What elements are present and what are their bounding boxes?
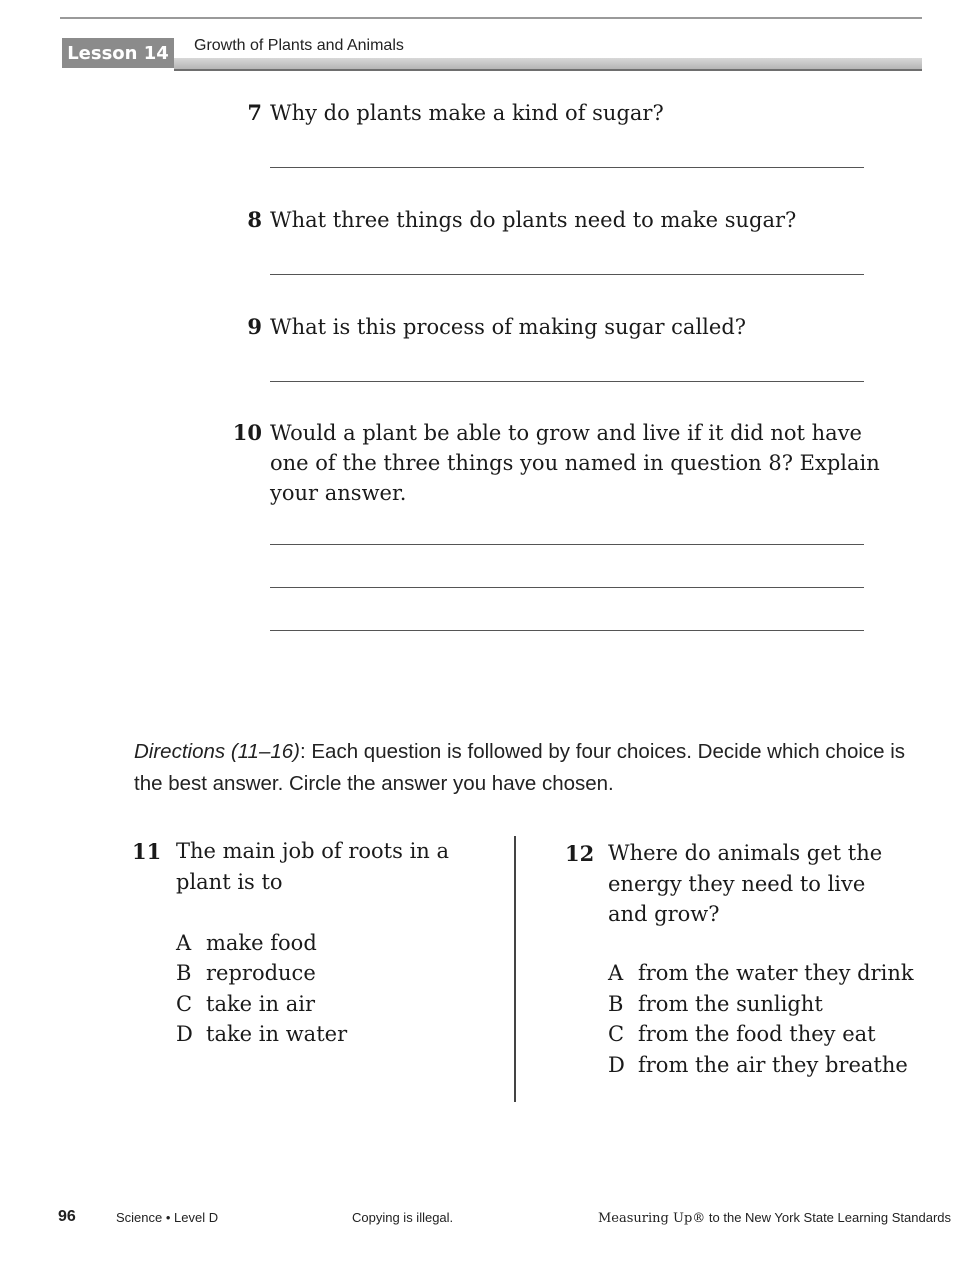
question-12-stem-line-3: and grow?	[608, 902, 720, 926]
question-number: 8	[247, 207, 262, 232]
answer-line-q10-1[interactable]	[270, 544, 864, 545]
footer-standards-text: to the New York State Learning Standards	[705, 1210, 951, 1225]
directions-label: Directions (11–16)	[134, 740, 300, 763]
question-12-choice-c[interactable]	[608, 1019, 876, 1050]
question-text-line-3: your answer.	[270, 481, 407, 505]
question-number: 9	[247, 314, 262, 339]
question-12-stem-line-2: energy they need to live	[608, 872, 866, 896]
footer-brand: Measuring Up®	[598, 1211, 706, 1226]
question-11-choice-c[interactable]	[176, 989, 315, 1020]
choice-text: make food	[206, 931, 317, 955]
choice-letter: D	[176, 1022, 193, 1046]
question-11-stem-line-2: plant is to	[176, 870, 283, 894]
question-11-choice-d[interactable]	[176, 1019, 347, 1050]
question-number: 10	[232, 420, 262, 445]
choice-letter: C	[608, 1022, 625, 1046]
question-11-number: 11	[132, 839, 162, 864]
question-text-line-1: Would a plant be able to grow and live if it did not have	[270, 421, 862, 445]
question-11-stem-line-1: The main job of roots in a	[176, 839, 449, 863]
question-12-choice-b[interactable]	[608, 989, 823, 1020]
answer-line-q8[interactable]	[270, 274, 864, 275]
question-12-choice-a[interactable]	[608, 958, 914, 989]
header-band	[174, 58, 922, 69]
choice-letter: B	[608, 992, 624, 1016]
question-11-choice-a[interactable]	[176, 928, 317, 959]
choice-text: take in water	[206, 1022, 348, 1046]
choice-text: take in air	[206, 992, 315, 1016]
choice-text: reproduce	[206, 961, 316, 985]
question-number: 7	[247, 100, 262, 125]
lesson-tab: Lesson 14	[62, 38, 174, 68]
column-divider	[514, 836, 516, 1102]
choice-letter: A	[608, 961, 624, 985]
choice-letter: D	[608, 1053, 625, 1077]
question-text-line-2: one of the three things you named in question 8? Explain	[270, 451, 880, 475]
directions-text: : Each question is followed by four choices. Decide which choice is the best answer. Circle the answer you have chosen.	[134, 740, 906, 795]
answer-line-q7[interactable]	[270, 167, 864, 168]
directions	[134, 736, 914, 800]
question-12-stem-line-1: Where do animals get the	[608, 841, 883, 865]
question-12-number: 12	[565, 841, 595, 866]
choice-letter: A	[176, 931, 192, 955]
footer-copyright: Copying is illegal.	[352, 1210, 454, 1225]
choice-letter: B	[176, 961, 192, 985]
choice-text: from the sunlight	[638, 992, 823, 1016]
question-text: Why do plants make a kind of sugar?	[270, 101, 664, 125]
footer-standards	[598, 1210, 951, 1226]
answer-line-q10-3[interactable]	[270, 630, 864, 631]
question-12-choice-d[interactable]	[608, 1050, 908, 1081]
answer-line-q9[interactable]	[270, 381, 864, 382]
question-11-choice-b[interactable]	[176, 958, 316, 989]
top-rule	[60, 17, 922, 19]
answer-line-q10-2[interactable]	[270, 587, 864, 588]
question-text: What is this process of making sugar called?	[270, 315, 747, 339]
choice-text: from the water they drink	[638, 961, 914, 985]
choice-letter: C	[176, 992, 193, 1016]
question-text: What three things do plants need to make sugar?	[270, 208, 797, 232]
lesson-title: Growth of Plants and Animals	[194, 37, 404, 54]
choice-text: from the food they eat	[638, 1022, 876, 1046]
page-number: 96	[58, 1208, 76, 1225]
choice-text: from the air they breathe	[638, 1053, 908, 1077]
footer-subject: Science • Level D	[116, 1210, 219, 1225]
